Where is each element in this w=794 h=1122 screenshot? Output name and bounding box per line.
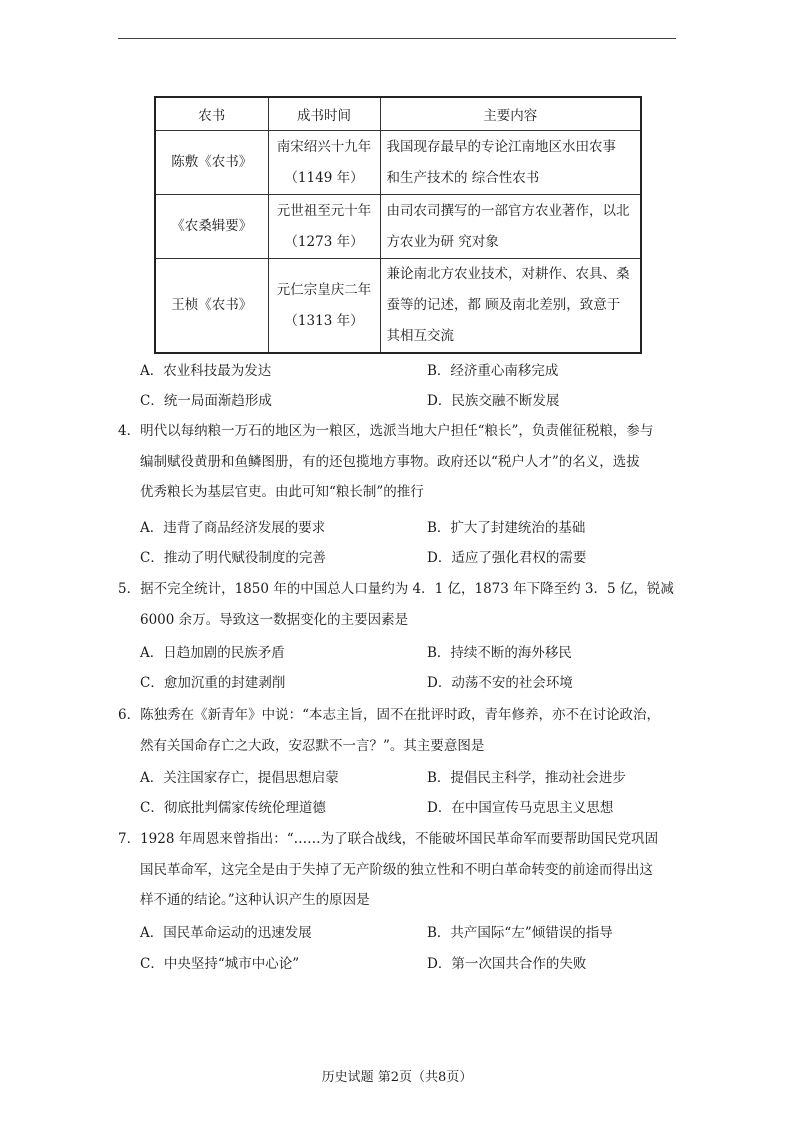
question-line: 6．陈独秀在《新青年》中说：“本志主旨，固不在批评时政，青年修养，亦不在讨论政治，	[118, 707, 660, 723]
q6-option-c[interactable]: C．彻底批判儒家传统伦理道德	[140, 800, 326, 816]
q6-options-row-2	[140, 796, 680, 816]
q7-option-d[interactable]: D．第一次国共合作的失败	[427, 956, 587, 972]
q7-options-row-1	[140, 921, 680, 941]
time-cell	[268, 131, 380, 195]
question-line: 编制赋役黄册和鱼鳞图册，有的还包揽地方事物。政府还以“税户人才”的名义，选拔	[140, 453, 640, 470]
q7-option-a[interactable]: A．国民革命运动的迅速发展	[140, 925, 312, 941]
q3-option-b[interactable]: B．经济重心南移完成	[427, 363, 559, 379]
agricultural-books-table	[154, 96, 642, 354]
q7-option-c[interactable]: C．中央坚持“城市中心论”	[140, 956, 300, 972]
q7-options-row-2	[140, 952, 680, 972]
table-row	[155, 259, 641, 354]
question-line: 4．明代以每纳粮一万石的地区为一粮区，选派当地大户担任“粮长”，负责催征税粮，参与	[118, 423, 654, 439]
table-header-row	[155, 97, 641, 131]
header-rule	[118, 38, 676, 39]
time-line: 南宋绍兴十九年	[276, 138, 372, 155]
time-line: （1313 年）	[284, 312, 364, 329]
question-line: 优秀粮长为基层官吏。由此可知“粮长制”的推行	[140, 484, 424, 500]
q5-option-d[interactable]: D．动荡不安的社会环境	[427, 675, 573, 691]
header-content: 主要内容	[380, 97, 641, 131]
q5-option-c[interactable]: C．愈加沉重的封建剥削	[140, 675, 286, 691]
question-4-stem	[118, 416, 684, 508]
q5-options-row-2	[140, 671, 680, 691]
q4-option-c[interactable]: C．推动了明代赋役制度的完善	[140, 550, 326, 566]
q5-options-row-1	[140, 641, 680, 661]
q4-option-a[interactable]: A．违背了商品经济发展的要求	[140, 520, 326, 536]
table-row	[155, 131, 641, 195]
content-line: 我国现存最早的专论江南地区水田农事	[386, 138, 616, 155]
q6-options-row-1	[140, 766, 680, 786]
book-cell: 《农桑辑要》	[155, 195, 268, 259]
content-line: 兼论南北方农业技术，对耕作、农具、桑	[386, 266, 630, 282]
time-cell	[268, 259, 380, 354]
question-line: 然有关国命存亡之大政，安忍默不一言？”。其主要意图是	[140, 737, 485, 754]
question-5-stem	[118, 574, 684, 635]
time-line: 元世祖至元十年	[276, 202, 372, 219]
question-line: 国民革命军，这完全是由于失掉了无产阶级的独立性和不明白革命转变的前途而得出这	[140, 861, 653, 878]
question-line: 7．1928 年周恩来曾指出：“……为了联合战线，不能破坏国民革命军而要帮助国民党巩固	[118, 831, 659, 847]
q5-option-b[interactable]: B．持续不断的海外移民	[427, 645, 572, 661]
q3-options-row-1	[140, 359, 680, 379]
q4-option-b[interactable]: B．扩大了封建统治的基础	[427, 520, 586, 536]
content-cell	[380, 131, 641, 195]
content-line: 蚕等的记述，都 顾及南北差别，致意于	[386, 297, 621, 313]
header-time: 成书时间	[268, 97, 380, 131]
q6-option-d[interactable]: D．在中国宣传马克思主义思想	[427, 800, 614, 816]
content-line: 由司农司撰写的一部官方农业著作，以北	[386, 202, 630, 219]
time-cell	[268, 195, 380, 259]
q7-option-b[interactable]: B．共产国际“左”倾错误的指导	[427, 925, 613, 941]
table-row	[155, 195, 641, 259]
q3-options-row-2	[140, 389, 680, 409]
question-line: 样不通的结论。”这种认识产生的原因是	[140, 892, 370, 908]
q4-option-d[interactable]: D．适应了强化君权的需要	[427, 550, 587, 566]
time-line: 元仁宗皇庆二年	[276, 281, 372, 298]
q6-option-b[interactable]: B．提倡民主科学，推动社会进步	[427, 770, 626, 786]
header-book: 农书	[155, 97, 268, 131]
q3-option-a[interactable]: A．农业科技最为发达	[140, 363, 272, 379]
q4-options-row-1	[140, 516, 680, 536]
question-7-stem	[118, 824, 684, 916]
question-line: 5．据不完全统计，1850 年的中国总人口量约为 4．1 亿，1873 年下降至约 3．5 亿，锐减	[118, 581, 674, 597]
question-line: 6000 余万。导致这一数据变化的主要因素是	[140, 611, 409, 628]
book-cell: 陈敷《农书》	[155, 131, 268, 195]
content-cell	[380, 195, 641, 259]
q3-option-c[interactable]: C．统一局面渐趋形成	[140, 393, 272, 409]
q4-options-row-2	[140, 546, 680, 566]
question-6-stem	[118, 700, 684, 761]
content-cell	[380, 259, 641, 354]
content-line: 和生产技术的 综合性农书	[386, 169, 540, 186]
q5-option-a[interactable]: A．日趋加剧的民族矛盾	[140, 645, 285, 661]
book-cell: 王桢《农书》	[155, 259, 268, 354]
q6-option-a[interactable]: A．关注国家存亡，提倡思想启蒙	[140, 770, 339, 786]
content-line: 其相互交流	[386, 328, 454, 344]
time-line: （1149 年）	[284, 169, 364, 186]
time-line: （1273 年）	[284, 233, 364, 250]
page-footer: 历史试题 第2页（共8页）	[321, 1070, 473, 1085]
content-line: 方农业为研 究对象	[386, 233, 499, 250]
q3-option-d[interactable]: D．民族交融不断发展	[427, 393, 560, 409]
